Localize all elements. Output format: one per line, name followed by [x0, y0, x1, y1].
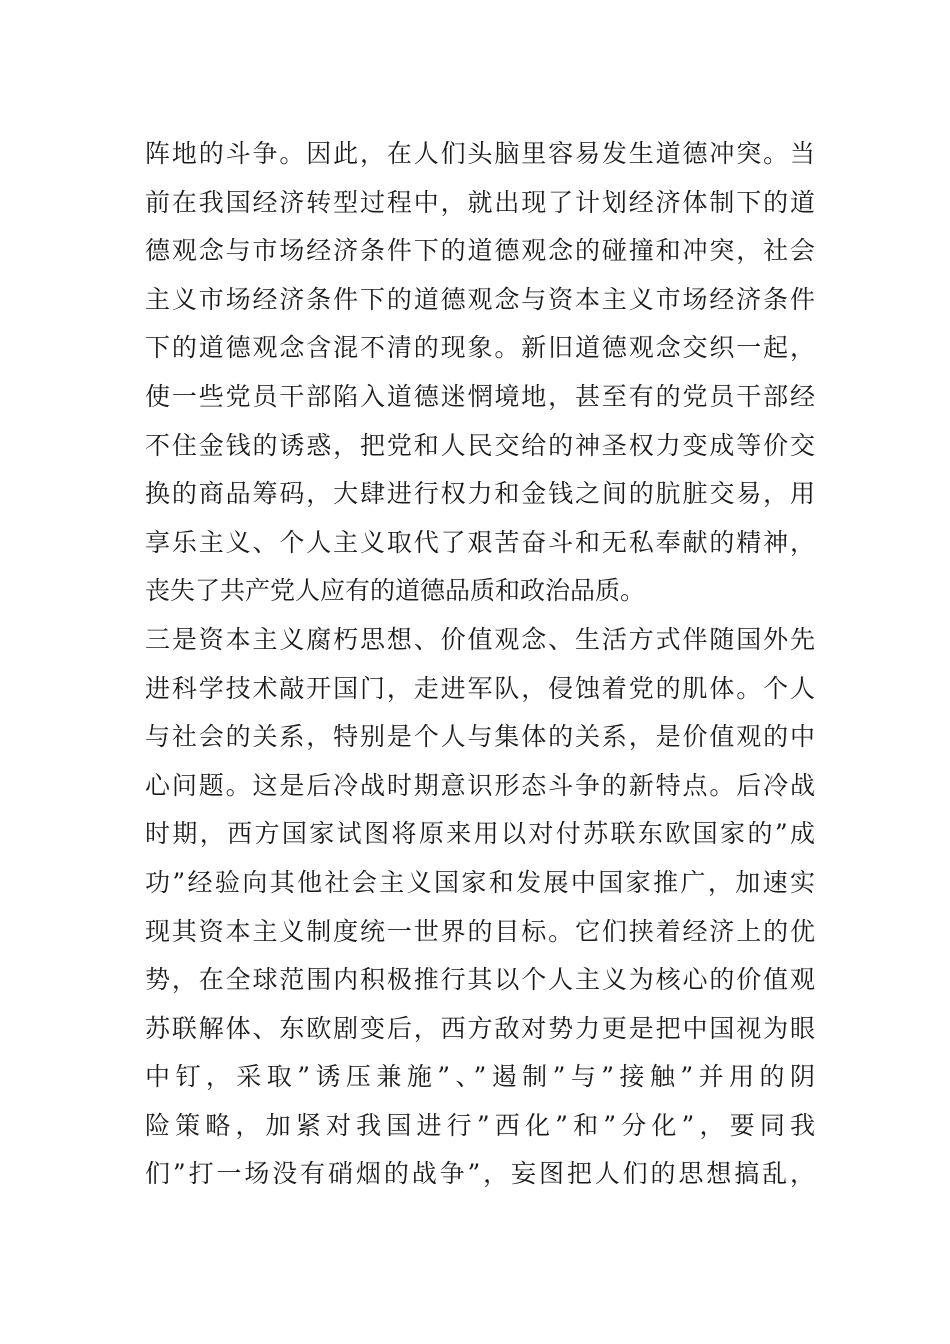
paragraph-capitalist-ideology: [145, 616, 815, 1005]
paragraph-western-strategy: [145, 1005, 815, 1199]
text-line: 势，在全球范围内积极推行其以个人主义为核心的价值观: [145, 965, 815, 995]
text-line: 中钉，采取”诱压兼施”、”遏制”与”接触”并用的阴: [145, 1062, 815, 1092]
text-line: 功”经验向其他社会主义国家和发展中国家推广，加速实: [145, 867, 815, 897]
paragraph-moral-conflict: [145, 130, 815, 616]
text-line: 进科学技术敲开国门，走进军队，侵蚀着党的肌体。个人: [145, 673, 815, 703]
text-line: 前在我国经济转型过程中，就出现了计划经济体制下的道: [145, 187, 815, 217]
text-line: 阵地的斗争。因此，在人们头脑里容易发生道德冲突。当: [145, 139, 815, 168]
text-line: 苏联解体、东欧剧变后，西方敌对势力更是把中国视为眼: [145, 1013, 815, 1043]
text-line: 时期，西方国家试图将原来用以对付苏联东欧国家的”成: [145, 819, 815, 849]
text-line: 们”打一场没有硝烟的战争”，妄图把人们的思想搞乱，: [145, 1159, 815, 1189]
text-line: 现其资本主义制度统一世界的目标。它们挟着经济上的优: [145, 916, 815, 946]
text-line: 心问题。这是后冷战时期意识形态斗争的新特点。后冷战: [145, 770, 815, 800]
text-line: 与社会的关系，特别是个人与集体的关系，是价值观的中: [145, 722, 815, 752]
text-line: 换的商品筹码，大肆进行权力和金钱之间的肮脏交易，用: [145, 479, 815, 509]
text-line: 下的道德观念含混不清的现象。新旧道德观念交织一起，: [145, 333, 815, 363]
text-line: 丧失了共产党人应有的道德品质和政治品质。: [145, 576, 646, 606]
text-line: 使一些党员干部陷入道德迷惘境地，甚至有的党员干部经: [145, 381, 815, 411]
text-line: 险策略，加紧对我国进行”西化”和”分化”，要同我: [145, 1110, 815, 1140]
text-line: 三是资本主义腐朽思想、价值观念、生活方式伴随国外先: [145, 624, 815, 654]
text-line: 不住金钱的诱惑，把党和人民交给的神圣权力变成等价交: [145, 430, 815, 460]
text-line: 享乐主义、个人主义取代了艰苦奋斗和无私奉献的精神，: [145, 527, 815, 557]
text-line: 主义市场经济条件下的道德观念与资本主义市场经济条件: [145, 284, 815, 314]
text-line: 德观念与市场经济条件下的道德观念的碰撞和冲突，社会: [145, 236, 815, 266]
document-body: [145, 130, 815, 1199]
